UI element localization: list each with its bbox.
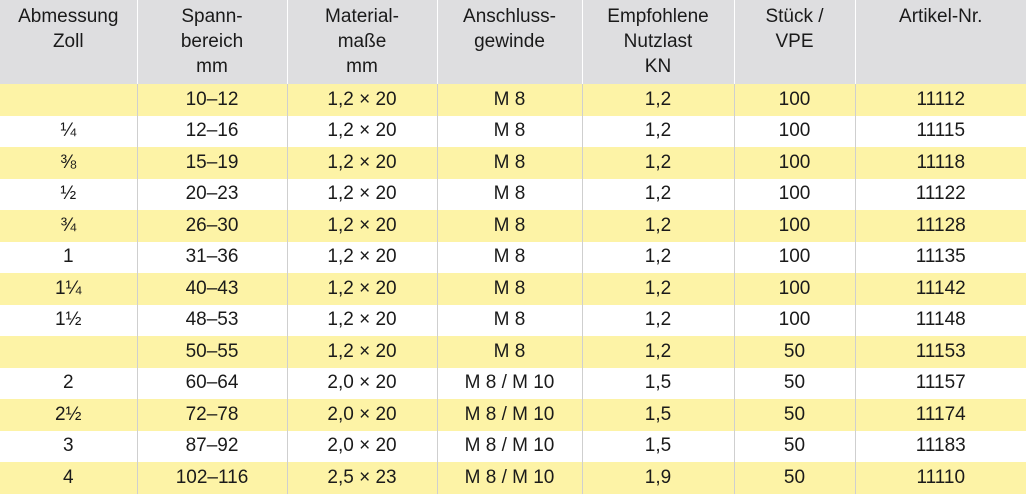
- cell-size: ¾: [0, 210, 137, 242]
- cell-article: 11157: [855, 368, 1026, 400]
- header-line: Spann-: [181, 6, 243, 27]
- cell-load: 1,2: [582, 116, 734, 148]
- cell-size: 4: [0, 462, 137, 494]
- cell-thread: M 8: [437, 305, 582, 337]
- cell-size: ½: [0, 179, 137, 211]
- cell-clamp-range: 31–36: [137, 242, 287, 274]
- cell-thread: M 8: [437, 179, 582, 211]
- col-header-clamp-range: [137, 0, 287, 84]
- cell-thread: M 8 / M 10: [437, 462, 582, 494]
- cell-load: 1,2: [582, 273, 734, 305]
- cell-pieces: 50: [734, 462, 855, 494]
- cell-pieces: 50: [734, 399, 855, 431]
- cell-size: 3: [0, 431, 137, 463]
- cell-pieces: 100: [734, 179, 855, 211]
- cell-clamp-range: 60–64: [137, 368, 287, 400]
- cell-load: 1,2: [582, 210, 734, 242]
- table-row: [0, 368, 1026, 400]
- cell-clamp-range: 26–30: [137, 210, 287, 242]
- table-row: [0, 242, 1026, 274]
- header-line: Abmessung: [18, 6, 119, 27]
- header-row: [0, 0, 1026, 84]
- cell-clamp-range: 10–12: [137, 84, 287, 116]
- cell-pieces: 100: [734, 305, 855, 337]
- cell-size: 1½: [0, 305, 137, 337]
- cell-material: 2,0 × 20: [287, 399, 437, 431]
- header-line: Material-: [325, 6, 399, 27]
- cell-size: 2½: [0, 399, 137, 431]
- cell-thread: M 8 / M 10: [437, 431, 582, 463]
- cell-size: 2: [0, 368, 137, 400]
- cell-thread: M 8 / M 10: [437, 399, 582, 431]
- table-row: [0, 116, 1026, 148]
- col-header-article: [855, 0, 1026, 84]
- cell-material: 1,2 × 20: [287, 147, 437, 179]
- header-line: Artikel-Nr.: [899, 6, 983, 27]
- cell-thread: M 8: [437, 242, 582, 274]
- cell-material: 1,2 × 20: [287, 305, 437, 337]
- header-line: bereich: [180, 31, 244, 52]
- cell-material: 1,2 × 20: [287, 242, 437, 274]
- cell-thread: M 8: [437, 336, 582, 368]
- table-row: [0, 336, 1026, 368]
- table-header: [0, 0, 1026, 84]
- cell-load: 1,5: [582, 431, 734, 463]
- cell-thread: M 8: [437, 116, 582, 148]
- cell-material: 1,2 × 20: [287, 116, 437, 148]
- cell-pieces: 100: [734, 147, 855, 179]
- header-line: KN: [644, 56, 672, 77]
- cell-size: ⅜: [0, 147, 137, 179]
- table-row: [0, 431, 1026, 463]
- cell-article: 11118: [855, 147, 1026, 179]
- col-header-material: [287, 0, 437, 84]
- cell-load: 1,2: [582, 305, 734, 337]
- cell-pieces: 50: [734, 368, 855, 400]
- cell-load: 1,2: [582, 336, 734, 368]
- cell-material: 2,0 × 20: [287, 431, 437, 463]
- cell-clamp-range: 48–53: [137, 305, 287, 337]
- table-row: [0, 84, 1026, 116]
- cell-material: 1,2 × 20: [287, 179, 437, 211]
- cell-material: 2,5 × 23: [287, 462, 437, 494]
- header-line: gewinde: [474, 31, 545, 52]
- col-header-load: [582, 0, 734, 84]
- cell-thread: M 8: [437, 84, 582, 116]
- table-row: [0, 147, 1026, 179]
- table-row: [0, 179, 1026, 211]
- cell-size: ¼: [0, 116, 137, 148]
- cell-clamp-range: 50–55: [137, 336, 287, 368]
- cell-clamp-range: 87–92: [137, 431, 287, 463]
- cell-load: 1,2: [582, 242, 734, 274]
- cell-pieces: 100: [734, 273, 855, 305]
- cell-article: 11122: [855, 179, 1026, 211]
- header-line: mm: [346, 56, 378, 77]
- cell-article: 11142: [855, 273, 1026, 305]
- cell-thread: M 8: [437, 147, 582, 179]
- cell-thread: M 8: [437, 210, 582, 242]
- cell-size: 1: [0, 242, 137, 274]
- cell-thread: M 8 / M 10: [437, 368, 582, 400]
- cell-load: 1,2: [582, 84, 734, 116]
- cell-size: [0, 84, 137, 116]
- col-header-pieces: [734, 0, 855, 84]
- col-header-size: [0, 0, 137, 84]
- cell-article: 11115: [855, 116, 1026, 148]
- cell-article: 11128: [855, 210, 1026, 242]
- cell-pieces: 100: [734, 210, 855, 242]
- cell-clamp-range: 12–16: [137, 116, 287, 148]
- cell-clamp-range: 102–116: [137, 462, 287, 494]
- cell-article: 11135: [855, 242, 1026, 274]
- cell-article: 11183: [855, 431, 1026, 463]
- cell-load: 1,2: [582, 179, 734, 211]
- cell-pieces: 100: [734, 84, 855, 116]
- cell-pieces: 50: [734, 336, 855, 368]
- cell-clamp-range: 20–23: [137, 179, 287, 211]
- cell-clamp-range: 72–78: [137, 399, 287, 431]
- header-line: Zoll: [52, 31, 84, 52]
- cell-size: [0, 336, 137, 368]
- header-line: VPE: [775, 31, 814, 52]
- header-line: maße: [337, 31, 387, 52]
- cell-load: 1,5: [582, 368, 734, 400]
- header-line: Anschluss-: [463, 6, 556, 27]
- cell-material: 1,2 × 20: [287, 210, 437, 242]
- table-row: [0, 462, 1026, 494]
- cell-material: 2,0 × 20: [287, 368, 437, 400]
- cell-thread: M 8: [437, 273, 582, 305]
- cell-clamp-range: 40–43: [137, 273, 287, 305]
- cell-pieces: 100: [734, 116, 855, 148]
- header-line: Nutzlast: [623, 31, 693, 52]
- cell-article: 11112: [855, 84, 1026, 116]
- cell-load: 1,9: [582, 462, 734, 494]
- table-row: [0, 305, 1026, 337]
- header-line: Stück /: [765, 6, 824, 27]
- cell-material: 1,2 × 20: [287, 273, 437, 305]
- table-row: [0, 399, 1026, 431]
- table-row: [0, 210, 1026, 242]
- cell-article: 11110: [855, 462, 1026, 494]
- cell-pieces: 50: [734, 431, 855, 463]
- cell-article: 11153: [855, 336, 1026, 368]
- col-header-thread: [437, 0, 582, 84]
- cell-material: 1,2 × 20: [287, 84, 437, 116]
- header-line: mm: [196, 56, 228, 77]
- cell-article: 11148: [855, 305, 1026, 337]
- cell-article: 11174: [855, 399, 1026, 431]
- table-body: [0, 84, 1026, 494]
- cell-clamp-range: 15–19: [137, 147, 287, 179]
- header-line: Empfohlene: [607, 6, 709, 27]
- cell-load: 1,5: [582, 399, 734, 431]
- table-row: [0, 273, 1026, 305]
- cell-material: 1,2 × 20: [287, 336, 437, 368]
- cell-size: 1¼: [0, 273, 137, 305]
- cell-pieces: 100: [734, 242, 855, 274]
- cell-load: 1,2: [582, 147, 734, 179]
